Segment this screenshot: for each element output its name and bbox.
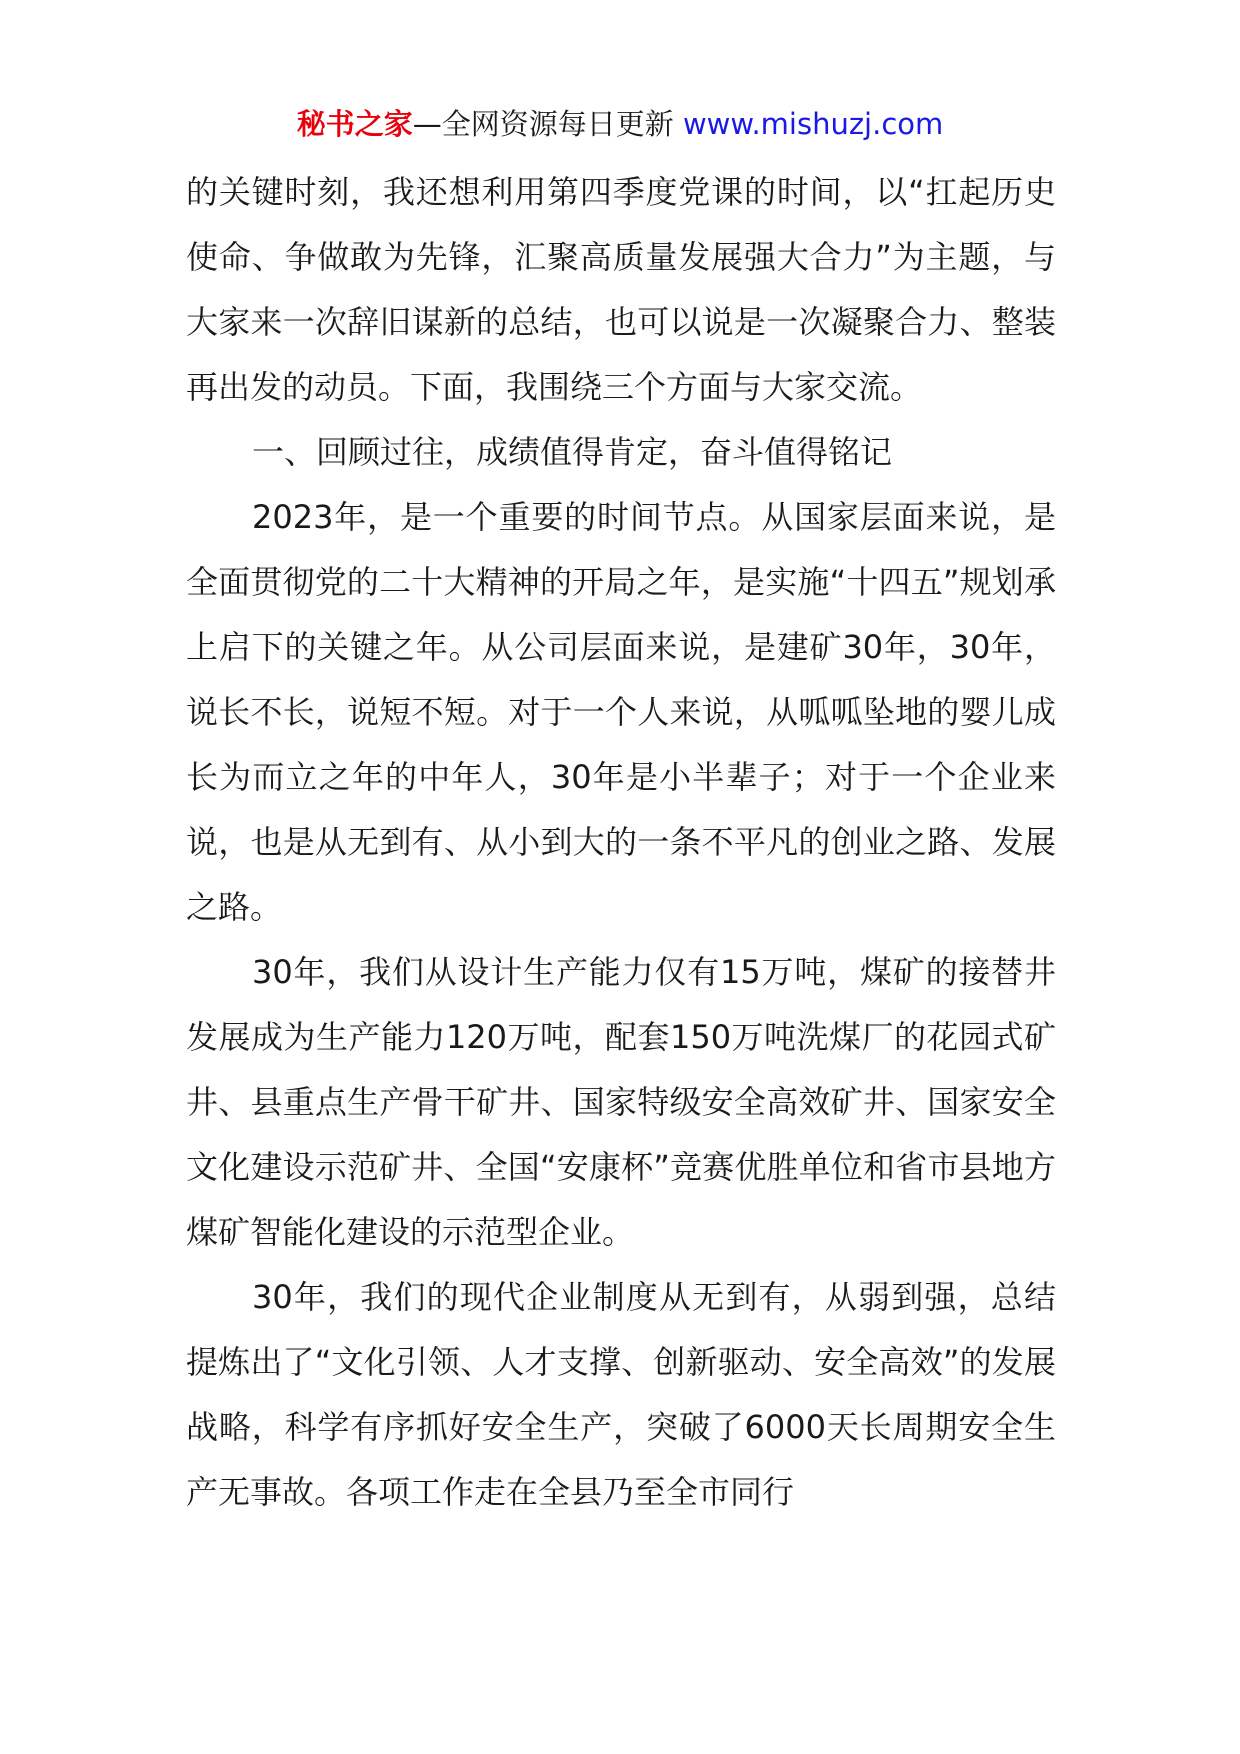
paragraph-continued: 的关键时刻，我还想利用第四季度党课的时间，以“扛起历史使命、争做敢为先锋，汇聚高质量发展强大合力”为主题，与大家来一次辞旧谋新的总结，也可以说是一次凝聚合力、整装再出发的动员。下面，我围绕三个方面与大家交流。 <box>186 173 1056 406</box>
paragraph: 2023年，是一个重要的时间节点。从国家层面来说，是全面贯彻党的二十大精神的开局之年，是实施“十四五”规划承上启下的关键之年。从公司层面来说，是建矿30年，30年，说长不长，说短不短。对于一个人来说，从呱呱坠地的婴儿成长为而立之年的中年人，30年是小半辈子；对于一个企业来说，也是从无到有、从小到大的一条不平凡的创业之路、发展之路。 <box>186 498 1056 926</box>
site-url[interactable]: www.mishuzj.com <box>682 107 944 141</box>
site-tagline: —全网资源每日更新 <box>412 107 683 141</box>
paragraph: 30年，我们的现代企业制度从无到有，从弱到强，总结提炼出了“文化引领、人才支撑、创新驱动、安全高效”的发展战略，科学有序抓好安全生产，突破了6000天长周期安全生产无事故。各项工作走在全县乃至全市同行 <box>186 1278 1056 1511</box>
section-heading: 一、回顾过往，成绩值得肯定，奋斗值得铭记 <box>252 433 893 471</box>
site-header <box>0 104 1240 144</box>
paragraph: 30年，我们从设计生产能力仅有15万吨，煤矿的接替井发展成为生产能力120万吨，配套150万吨洗煤厂的花园式矿井、县重点生产骨干矿井、国家特级安全高效矿井、国家安全文化建设示范矿井、全国“安康杯”竞赛优胜单位和省市县地方煤矿智能化建设的示范型企业。 <box>186 953 1056 1251</box>
document-body <box>186 160 1056 1525</box>
site-brand: 秘书之家 <box>296 107 413 141</box>
